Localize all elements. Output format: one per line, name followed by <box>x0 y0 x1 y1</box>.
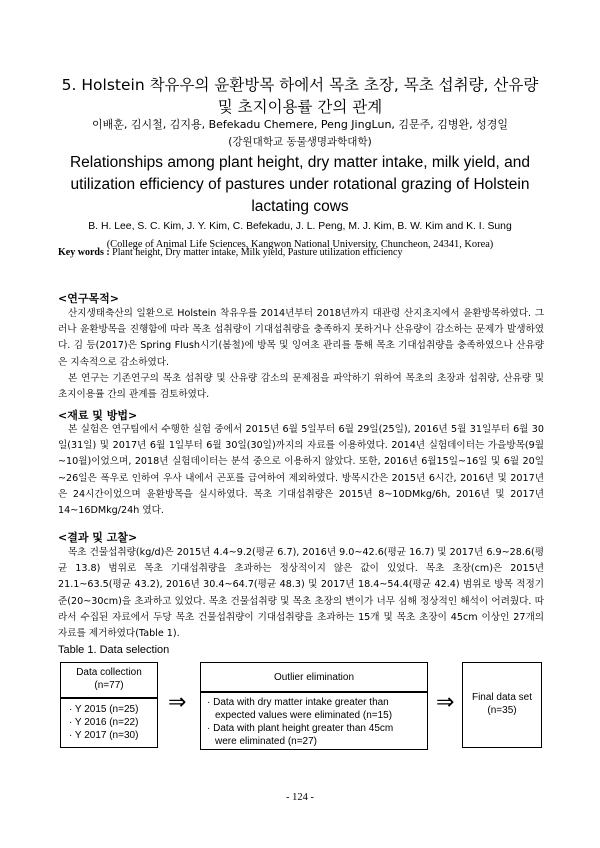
english-title-line: lactating cows <box>251 198 349 215</box>
keywords <box>58 247 558 258</box>
page-number: - 124 - <box>286 792 314 803</box>
paragraph: 본 실험은 연구팀에서 수행한 실험 중에서 2015년 6월 5일부터 6월 29일(25일), 2016년 5월 31일부터 6월 30일(31일) 및 2017년 6월 1일부터 6월 30일(30일)까지의 자료를 이용하였다. 2014년 실험데이터는 가을방목(9월~10월)이었으며, 2018년 실험데이터는 분석 중으로 이용하지 않았다. 또한, 2016년 6월15일~16일 및 6월 20일~26일은 폭우로 인하여 우사 내에서 곤포를 급여하여 제외하였다. 방목시간은 2015년 6시간, 2016년 및 2017년은 24시간이었으며 윤환방목을 실시하였다. 목초 기대섭취량은 2015년 8~10DMkg/6h, 2016년 및 2017년 14~16DMkg/24h 였다. <box>58 424 544 517</box>
section-heading-methods: <재료 및 방법> <box>58 409 138 422</box>
outlier-elimination-items-box <box>200 692 428 750</box>
korean-title-line: 및 초지이용률 간의 관계 <box>217 98 383 116</box>
outlier-item: expected values were eliminated (n=15) <box>215 710 393 721</box>
keywords-label: Key words : <box>58 247 110 258</box>
paragraph: 목초 건물섭취량(kg/d)은 2015년 4.4~9.2(평균 6.7), 2016년 9.0~42.6(평균 16.7) 및 2017년 6.9~28.6(평균 13.8) 범위로 목초 기대섭취량을 초과하는 정상적이지 않은 값이 있었다. 목초 초장(cm)은 2015년 21.1~63.5(평균 43.2), 2016년 30.4~64.7(평균 48.3) 및 2017년 18.4~54.4(평균 42.4) 범위로 방목 적정기준(20~30cm)을 초과하고 있었다. 목초 건물섭취량 및 목초 초장의 변이가 너무 심해 정상적인 해석이 어려웠다. 따라서 수집된 자료에서 두당 목초 건물섭취량이 기대섭취량을 초과하는 15개 및 목초 초장이 45cm 이상인 27개의 자료를 제거하였다(Table 1). <box>58 547 544 640</box>
korean-title-line: 5. Holstein 착유우의 윤환방목 하에서 목초 초장, 목초 섭취량, 산유량 <box>61 76 539 94</box>
right-arrow-icon: ⇒ <box>436 690 455 715</box>
final-data-set-title: Final data set <box>471 692 533 703</box>
korean-affiliation: (강원대학교 동물생명과학대학) <box>228 136 372 148</box>
korean-title <box>30 74 570 118</box>
data-collection-items-box <box>60 698 158 748</box>
data-collection-count: (n=77) <box>94 680 124 691</box>
section-body-methods <box>58 422 544 519</box>
data-collection-item: · Y 2017 (n=30) <box>69 730 139 741</box>
data-collection-item: · Y 2015 (n=25) <box>69 704 139 715</box>
final-data-set-count: (n=35) <box>487 705 517 716</box>
final-data-set-box <box>462 662 542 748</box>
outlier-item: · Data with dry matter intake greater than <box>207 697 389 708</box>
outlier-elimination-header-box <box>200 662 428 692</box>
data-collection-title: Data collection <box>76 667 142 678</box>
korean-authors: 이배훈, 김시철, 김지용, Befekadu Chemere, Peng JingLun, 김문주, 김병완, 성경일 <box>91 118 509 131</box>
section-heading-purpose: <연구목적> <box>58 292 119 305</box>
section-heading-results: <결과 및 고찰> <box>58 531 138 544</box>
english-authors: B. H. Lee, S. C. Kim, J. Y. Kim, C. Befekadu, J. L. Peng, M. J. Kim, B. W. Kim and K. I. Sung <box>88 221 512 232</box>
english-affiliation: (College of Animal Life Sciences, Kangwon National University, Chuncheon, 24341, Korea) <box>106 239 494 250</box>
data-collection-header-box <box>60 662 158 698</box>
english-title-line: utilization efficiency of pastures under rotational grazing of Holstein <box>70 176 530 193</box>
table-caption: Table 1. Data selection <box>58 644 170 656</box>
english-title <box>40 152 560 218</box>
paragraph: 산지생태축산의 일환으로 Holstein 착유우를 2014년부터 2018년까지 대관령 산지초지에서 윤환방목하였다. 그러나 윤환방목을 진행함에 따라 목초 섭취량이 기대섭취량을 충족하지 못하거나 산유량이 감소하는 문제가 발생하였다. 김 등(2017)은 Spring Flush시기(봄철)에 방목 및 잉여초 관리를 통해 목초 기대섭취량을 충족하였으나 산유량은 지속적으로 감소하였다. <box>58 308 544 368</box>
right-arrow-icon: ⇒ <box>168 690 187 715</box>
paragraph: 본 연구는 기존연구의 목초 섭취량 및 산유량 감소의 문제점을 파악하기 위하여 목초의 초장과 섭취량, 산유량 및 초지이용률 간의 관계를 검토하였다. <box>58 372 544 401</box>
section-body-results <box>58 545 544 642</box>
english-title-line: Relationships among plant height, dry matter intake, milk yield, and <box>69 154 531 171</box>
data-collection-item: · Y 2016 (n=22) <box>69 717 139 728</box>
outlier-elimination-title: Outlier elimination <box>273 672 355 683</box>
keywords-text: Plant height, Dry matter intake, Milk yield, Pasture utilization efficiency <box>112 247 403 258</box>
outlier-item: · Data with plant height greater than 45cm <box>207 723 394 734</box>
section-body-purpose <box>58 306 544 403</box>
outlier-item: were eliminated (n=27) <box>215 736 317 747</box>
